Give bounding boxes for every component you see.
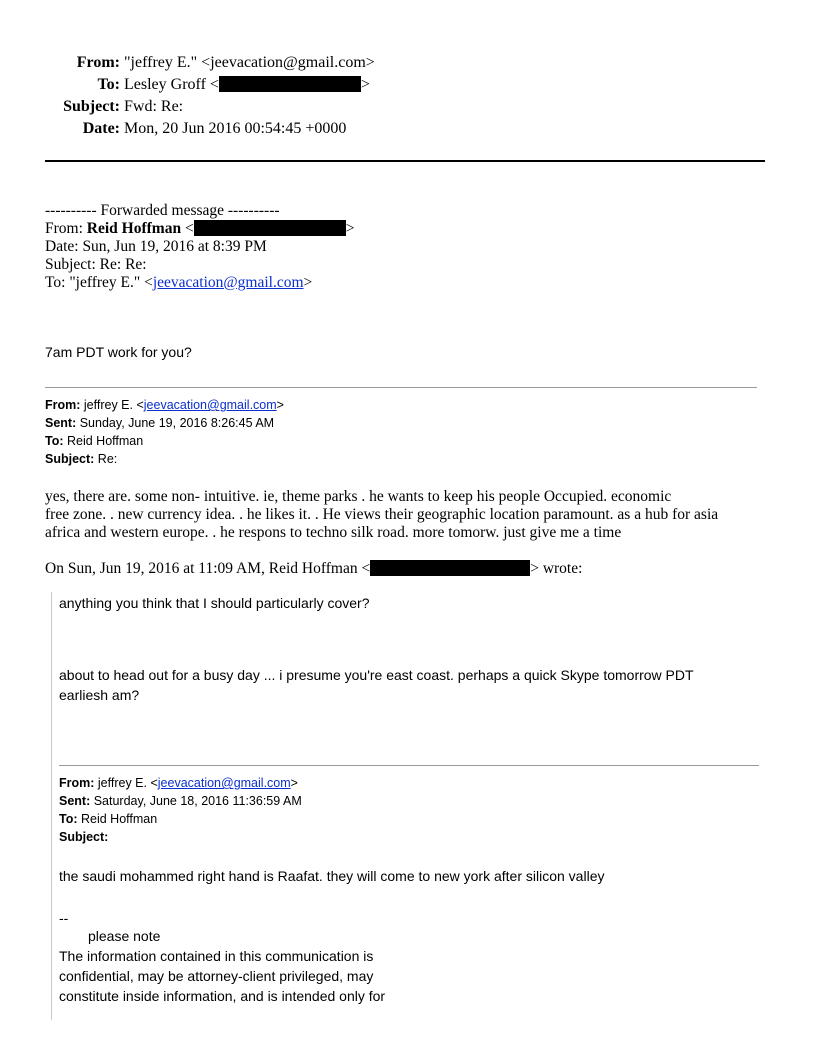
redaction-block — [370, 560, 530, 576]
forwarded-from-name: Reid Hoffman — [86, 220, 182, 237]
email-link[interactable]: jeevacation@gmail.com — [157, 776, 291, 790]
forwarded-from — [45, 220, 354, 238]
msg2-sent — [45, 414, 274, 432]
from-label: From: — [76, 54, 120, 71]
to-value-prefix: Lesley Groff < — [124, 76, 219, 93]
msg2-from-close: > — [276, 398, 284, 412]
signature-note: please note — [88, 928, 161, 944]
to-value — [124, 76, 370, 94]
msg2-from — [45, 396, 284, 414]
msg2-to-value: Reid Hoffman — [63, 434, 144, 448]
disclaimer-line: confidential, may be attorney-client privileged, may — [59, 968, 374, 984]
reply-text: 7am PDT work for you? — [45, 344, 192, 360]
msg3-subject — [59, 828, 108, 846]
forwarded-to-prefix: To: "jeffrey E." < — [45, 274, 153, 291]
msg2-sent-label: Sent: — [45, 416, 77, 430]
forwarded-from-close: > — [345, 220, 355, 237]
msg3-from — [59, 774, 298, 792]
quote-bar — [51, 592, 52, 1020]
message-divider — [45, 387, 757, 388]
from-value: "jeffrey E." <jeevacation@gmail.com> — [124, 54, 375, 71]
msg2-body-line: free zone. . new currency idea. . he likes it. . He views their geographic location paramount. as a hub for asia — [45, 506, 719, 523]
msg3-body: the saudi mohammed right hand is Raafat. they will come to new york after silicon valley — [59, 868, 605, 884]
msg3-sent-value: Saturday, June 18, 2016 11:36:59 AM — [90, 794, 302, 808]
header-divider — [45, 160, 765, 162]
signature-dash: -- — [59, 910, 69, 926]
forwarded-subject: Subject: Re: Re: — [45, 256, 147, 273]
email-link[interactable]: jeevacation@gmail.com — [152, 274, 304, 291]
redaction-block — [194, 220, 346, 236]
subject-label: Subject: — [63, 98, 120, 115]
disclaimer-line: constitute inside information, and is intended only for — [59, 988, 386, 1004]
forwarded-to — [45, 274, 312, 292]
msg3-sent-label: Sent: — [59, 794, 91, 808]
message-divider — [59, 765, 759, 766]
disclaimer-line: The information contained in this communication is — [59, 948, 374, 964]
forwarded-to-suffix: > — [303, 274, 313, 291]
to-label: To: — [97, 76, 120, 93]
msg2-from-label: From: — [45, 398, 81, 412]
msg2-from-name: jeffrey E. < — [80, 398, 144, 412]
msg3-from-name: jeffrey E. < — [94, 776, 158, 790]
forwarded-date: Date: Sun, Jun 19, 2016 at 8:39 PM — [45, 238, 267, 255]
email-link[interactable]: jeevacation@gmail.com — [143, 398, 277, 412]
msg2-sent-value: Sunday, June 19, 2016 8:26:45 AM — [76, 416, 275, 430]
msg3-sent — [59, 792, 302, 810]
msg2-body-line: africa and western europe. . he respons to techno silk road. more tomorw. just give me a time — [45, 524, 622, 541]
quoted-line: about to head out for a busy day ... i presume you're east coast. perhaps a quick Skype tomorrow PDT — [59, 667, 694, 683]
quoted-line: anything you think that I should particularly cover? — [59, 595, 370, 611]
date-value: Mon, 20 Jun 2016 00:54:45 +0000 — [124, 120, 347, 137]
msg3-to — [59, 810, 157, 828]
msg3-subject-label: Subject: — [59, 830, 109, 844]
forwarded-from-prefix: From: — [45, 220, 87, 237]
msg3-from-label: From: — [59, 776, 95, 790]
forwarded-separator: ---------- Forwarded message ---------- — [45, 202, 280, 219]
msg2-subject-value: Re: — [94, 452, 118, 466]
wrote-line — [45, 560, 582, 578]
msg2-body-line: yes, there are. some non- intuitive. ie, theme parks . he wants to keep his people Occupied. economic — [45, 488, 672, 505]
redaction-block — [219, 76, 361, 92]
msg3-from-close: > — [290, 776, 298, 790]
date-label: Date: — [82, 120, 120, 137]
wrote-prefix: On Sun, Jun 19, 2016 at 11:09 AM, Reid Hoffman < — [45, 560, 371, 577]
quoted-line: earliesh am? — [59, 687, 140, 703]
wrote-suffix: > wrote: — [530, 560, 583, 577]
forwarded-from-open: < — [181, 220, 194, 237]
msg2-subject-label: Subject: — [45, 452, 95, 466]
to-value-suffix: > — [360, 76, 370, 93]
msg2-to-label: To: — [45, 434, 64, 448]
subject-value: Fwd: Re: — [124, 98, 184, 115]
msg3-to-label: To: — [59, 812, 78, 826]
msg2-to — [45, 432, 143, 450]
msg2-subject — [45, 450, 117, 468]
msg3-to-value: Reid Hoffman — [77, 812, 158, 826]
